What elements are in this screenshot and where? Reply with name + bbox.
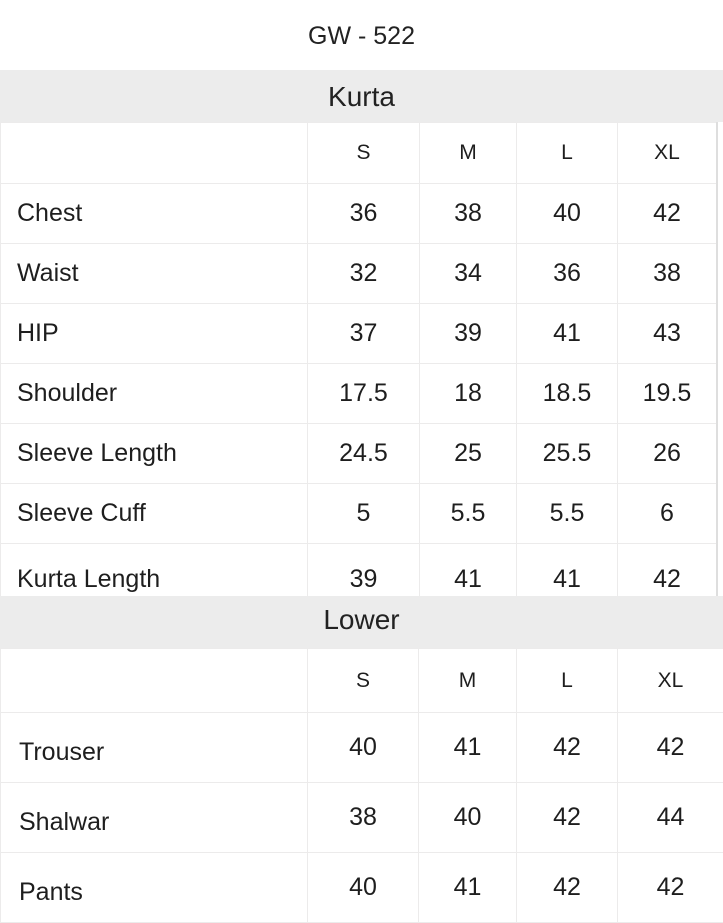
- measurement-value: 41: [517, 544, 618, 606]
- measurement-value: 17.5: [308, 364, 420, 424]
- measurement-value: 40: [517, 184, 618, 244]
- table-right-border: [716, 122, 718, 596]
- measurement-value: 44: [618, 783, 723, 853]
- size-header-s: S: [308, 649, 419, 713]
- measurement-value: 41: [419, 713, 517, 783]
- measurement-label: Kurta Length: [1, 544, 308, 606]
- measurement-value: 18.5: [517, 364, 618, 424]
- corner-cell: [1, 123, 308, 184]
- table-row: [1, 713, 723, 783]
- measurement-label: Sleeve Cuff: [1, 484, 308, 544]
- measurement-value: 32: [308, 244, 420, 304]
- measurement-value: 42: [618, 853, 723, 923]
- table-row: [1, 184, 717, 244]
- table-row: [1, 364, 717, 424]
- table-row: [1, 424, 717, 484]
- measurement-value: 42: [517, 853, 618, 923]
- measurement-value: 6: [618, 484, 717, 544]
- table-row: [1, 244, 717, 304]
- measurement-value: 38: [308, 783, 419, 853]
- measurement-value: 40: [419, 783, 517, 853]
- measurement-label: Waist: [1, 244, 308, 304]
- size-header-xl: XL: [618, 123, 717, 184]
- measurement-value: 34: [420, 244, 517, 304]
- size-header-l: L: [517, 123, 618, 184]
- measurement-value: 5: [308, 484, 420, 544]
- measurement-value: 42: [618, 713, 723, 783]
- table-row: [1, 484, 717, 544]
- lower-size-table: [0, 648, 723, 923]
- measurement-value: 26: [618, 424, 717, 484]
- kurta-size-table: [0, 122, 717, 606]
- measurement-value: 25.5: [517, 424, 618, 484]
- measurement-value: 43: [618, 304, 717, 364]
- measurement-value: 42: [517, 783, 618, 853]
- size-header-l: L: [517, 649, 618, 713]
- measurement-value: 5.5: [420, 484, 517, 544]
- measurement-value: 41: [419, 853, 517, 923]
- table-row: [1, 853, 723, 923]
- size-header-m: M: [419, 649, 517, 713]
- measurement-value: 40: [308, 713, 419, 783]
- measurement-value: 39: [308, 544, 420, 606]
- size-chart-title: GW - 522: [0, 22, 723, 51]
- measurement-label: Shoulder: [1, 364, 308, 424]
- measurement-value: 41: [420, 544, 517, 606]
- measurement-value: 41: [517, 304, 618, 364]
- corner-cell: [1, 649, 308, 713]
- measurement-value: 5.5: [517, 484, 618, 544]
- measurement-label: Trouser: [1, 713, 308, 783]
- measurement-label: Pants: [1, 853, 308, 923]
- kurta-section-heading: Kurta: [0, 70, 723, 122]
- measurement-label: Shalwar: [1, 783, 308, 853]
- measurement-label: Sleeve Length: [1, 424, 308, 484]
- measurement-value: 38: [420, 184, 517, 244]
- measurement-value: 18: [420, 364, 517, 424]
- measurement-value: 42: [618, 184, 717, 244]
- table-row: [1, 304, 717, 364]
- size-header-m: M: [420, 123, 517, 184]
- lower-section-heading: Lower: [0, 596, 723, 648]
- lower-size-header-row: [1, 649, 723, 713]
- table-row: [1, 783, 723, 853]
- measurement-value: 42: [517, 713, 618, 783]
- measurement-label: Chest: [1, 184, 308, 244]
- measurement-value: 37: [308, 304, 420, 364]
- size-header-s: S: [308, 123, 420, 184]
- measurement-value: 38: [618, 244, 717, 304]
- measurement-value: 39: [420, 304, 517, 364]
- measurement-value: 25: [420, 424, 517, 484]
- measurement-value: 42: [618, 544, 717, 606]
- measurement-value: 36: [308, 184, 420, 244]
- measurement-value: 24.5: [308, 424, 420, 484]
- measurement-value: 36: [517, 244, 618, 304]
- measurement-value: 19.5: [618, 364, 717, 424]
- measurement-value: 40: [308, 853, 419, 923]
- kurta-size-header-row: [1, 123, 717, 184]
- measurement-label: HIP: [1, 304, 308, 364]
- size-header-xl: XL: [618, 649, 723, 713]
